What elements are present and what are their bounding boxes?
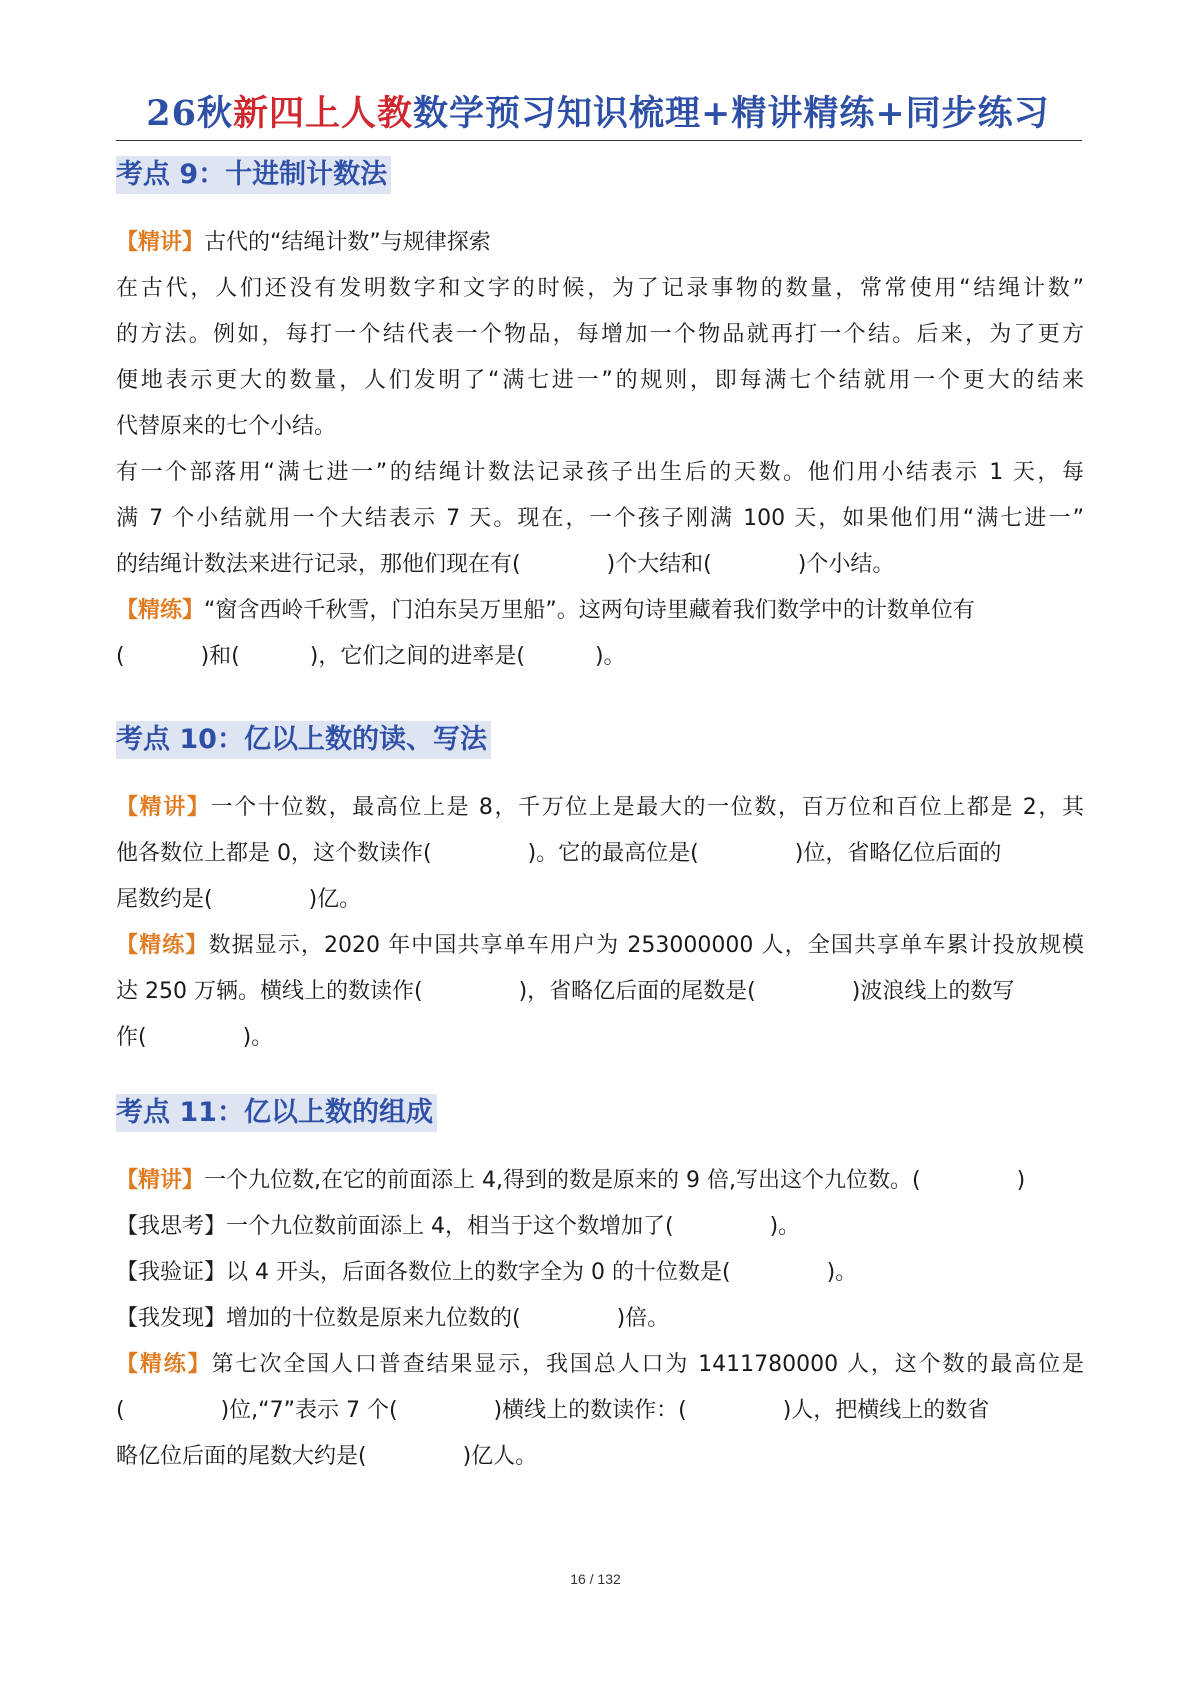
- s11-l1b: ): [1016, 1168, 1026, 1193]
- s9-line-9: [116, 588, 1084, 634]
- s10-l5a: 达 250 万辆。横线上的数读作(: [116, 979, 423, 1004]
- s9-line-5: 代替原来的七个小结。: [116, 414, 337, 439]
- s10-l5c: )波浪线上的数写: [851, 979, 1015, 1004]
- s9-line-7: 满 7 个小结就用一个大结表示 7 天。现在，一个孩子刚满 100 天，如果他们用“满七进一”: [116, 506, 1084, 531]
- header-divider: [116, 140, 1082, 141]
- s9-l8c: )个小结。: [797, 552, 895, 577]
- s9-l10b: )和(: [200, 644, 240, 669]
- s11-line-1: [116, 1158, 1084, 1204]
- s10-l2b: )。它的最高位是(: [527, 841, 699, 866]
- s9-l9-text: “窗含西岭千秋雪，门泊东吴万里船”。这两句诗里藏着我们数学中的计数单位有: [204, 598, 975, 623]
- section-title-11: 考点 11：亿以上数的组成: [116, 1094, 437, 1132]
- s11-line-3: [116, 1250, 1084, 1296]
- section-title-9: 考点 9：十进制计数法: [116, 156, 391, 194]
- s11-line-4: [116, 1296, 1084, 1342]
- woyanzheng-tag: 【我验证】: [116, 1260, 227, 1285]
- s11-l2b: )。: [769, 1214, 801, 1239]
- s11-l3a: 以 4 开头，后面各数位上的数字全为 0 的十位数是(: [226, 1260, 731, 1285]
- s11-line-7: [116, 1434, 1084, 1480]
- jingjiang-tag: 【精讲】: [116, 795, 211, 820]
- s11-l1a: 一个九位数,在它的前面添上 4,得到的数是原来的 9 倍,写出这个九位数。(: [204, 1168, 921, 1193]
- s10-l5b: )，省略亿后面的尾数是(: [518, 979, 756, 1004]
- s11-l7a: 略亿位后面的尾数大约是(: [116, 1444, 367, 1469]
- s9-line-10: [116, 634, 1084, 680]
- s10-l2a: 他各数位上都是 0，这个数读作(: [116, 841, 432, 866]
- s11-line-5: [116, 1342, 1084, 1388]
- header-part-3: 数学预习知识梳理+精讲精练+同步练习: [413, 93, 1050, 134]
- s9-line-1: [116, 220, 1084, 266]
- s9-l10c: )，它们之间的进率是(: [309, 644, 525, 669]
- s9-line-2: 在古代，人们还没有发明数字和文字的时候，为了记录事物的数量，常常使用“结绳计数”: [116, 276, 1084, 301]
- s11-l2a: 一个九位数前面添上 4，相当于这个数增加了(: [226, 1214, 674, 1239]
- wosikao-tag: 【我思考】: [116, 1214, 227, 1239]
- s10-l6a: 作(: [116, 1025, 147, 1050]
- s11-line-2: [116, 1204, 1084, 1250]
- s11-l5-text: 第七次全国人口普查结果显示，我国总人口为 1411780000 人，这个数的最高位是: [211, 1352, 1084, 1377]
- wofaxian-tag: 【我发现】: [116, 1306, 227, 1331]
- section-9-body: [116, 220, 1084, 680]
- s10-line-5: [116, 969, 1084, 1015]
- s9-l10a: (: [116, 644, 125, 669]
- section-11-body: [116, 1158, 1084, 1480]
- jinglian-tag: 【精练】: [116, 598, 205, 623]
- section-10-body: [116, 785, 1084, 1061]
- s10-line-4: [116, 923, 1084, 969]
- s9-line-3: 的方法。例如，每打一个结代表一个物品，每增加一个物品就再打一个结。后来，为了更方: [116, 322, 1084, 347]
- s10-line-2: [116, 831, 1084, 877]
- page-header-title: [116, 86, 1080, 136]
- s10-line-3: [116, 877, 1084, 923]
- s11-line-6: [116, 1388, 1084, 1434]
- s10-l3b: )亿。: [308, 887, 362, 912]
- s11-l3b: )。: [826, 1260, 858, 1285]
- s9-l10d: )。: [594, 644, 626, 669]
- s9-l8b: )个大结和(: [606, 552, 712, 577]
- s10-l1-text: 一个十位数，最高位上是 8，千万位上是最大的一位数，百万位和百位上都是 2，其: [210, 795, 1084, 820]
- s11-l7b: )亿人。: [462, 1444, 538, 1469]
- s11-l4b: )倍。: [616, 1306, 670, 1331]
- jinglian-tag: 【精练】: [116, 1352, 212, 1377]
- s10-l4-text: 数据显示，2020 年中国共享单车用户为 253000000 人，全国共享单车累计投放规模: [208, 933, 1084, 958]
- s11-l6b: )位,“7”表示 7 个(: [220, 1398, 398, 1423]
- s9-l1-text: 古代的“结绳计数”与规律探索: [204, 230, 491, 255]
- jingjiang-tag: 【精讲】: [116, 230, 205, 255]
- s9-l8a: 的结绳计数法来进行记录，那他们现在有(: [116, 552, 521, 577]
- s11-l6c: )横线上的数读作：(: [493, 1398, 687, 1423]
- jinglian-tag: 【精练】: [116, 933, 209, 958]
- s11-l4a: 增加的十位数是原来九位数的(: [226, 1306, 521, 1331]
- s10-l6b: )。: [242, 1025, 274, 1050]
- header-part-2: 新四上人教: [233, 93, 414, 134]
- header-part-1: 26秋: [146, 93, 234, 134]
- jingjiang-tag: 【精讲】: [116, 1168, 205, 1193]
- s10-l3a: 尾数约是(: [116, 887, 213, 912]
- s10-line-6: [116, 1015, 1084, 1061]
- s11-l6a: (: [116, 1398, 125, 1423]
- page-number: 16 / 132: [570, 1571, 621, 1587]
- s10-l2c: )位，省略亿位后面的: [794, 841, 1002, 866]
- s10-line-1: [116, 785, 1084, 831]
- s9-line-6: 有一个部落用“满七进一”的结绳计数法记录孩子出生后的天数。他们用小结表示 1 天，每: [116, 460, 1084, 485]
- s9-line-4: 便地表示更大的数量，人们发明了“满七进一”的规则，即每满七个结就用一个更大的结来: [116, 368, 1084, 393]
- s9-line-8: [116, 542, 1084, 588]
- s11-l6d: )人，把横线上的数省: [782, 1398, 990, 1423]
- section-title-10: 考点 10：亿以上数的读、写法: [116, 721, 491, 759]
